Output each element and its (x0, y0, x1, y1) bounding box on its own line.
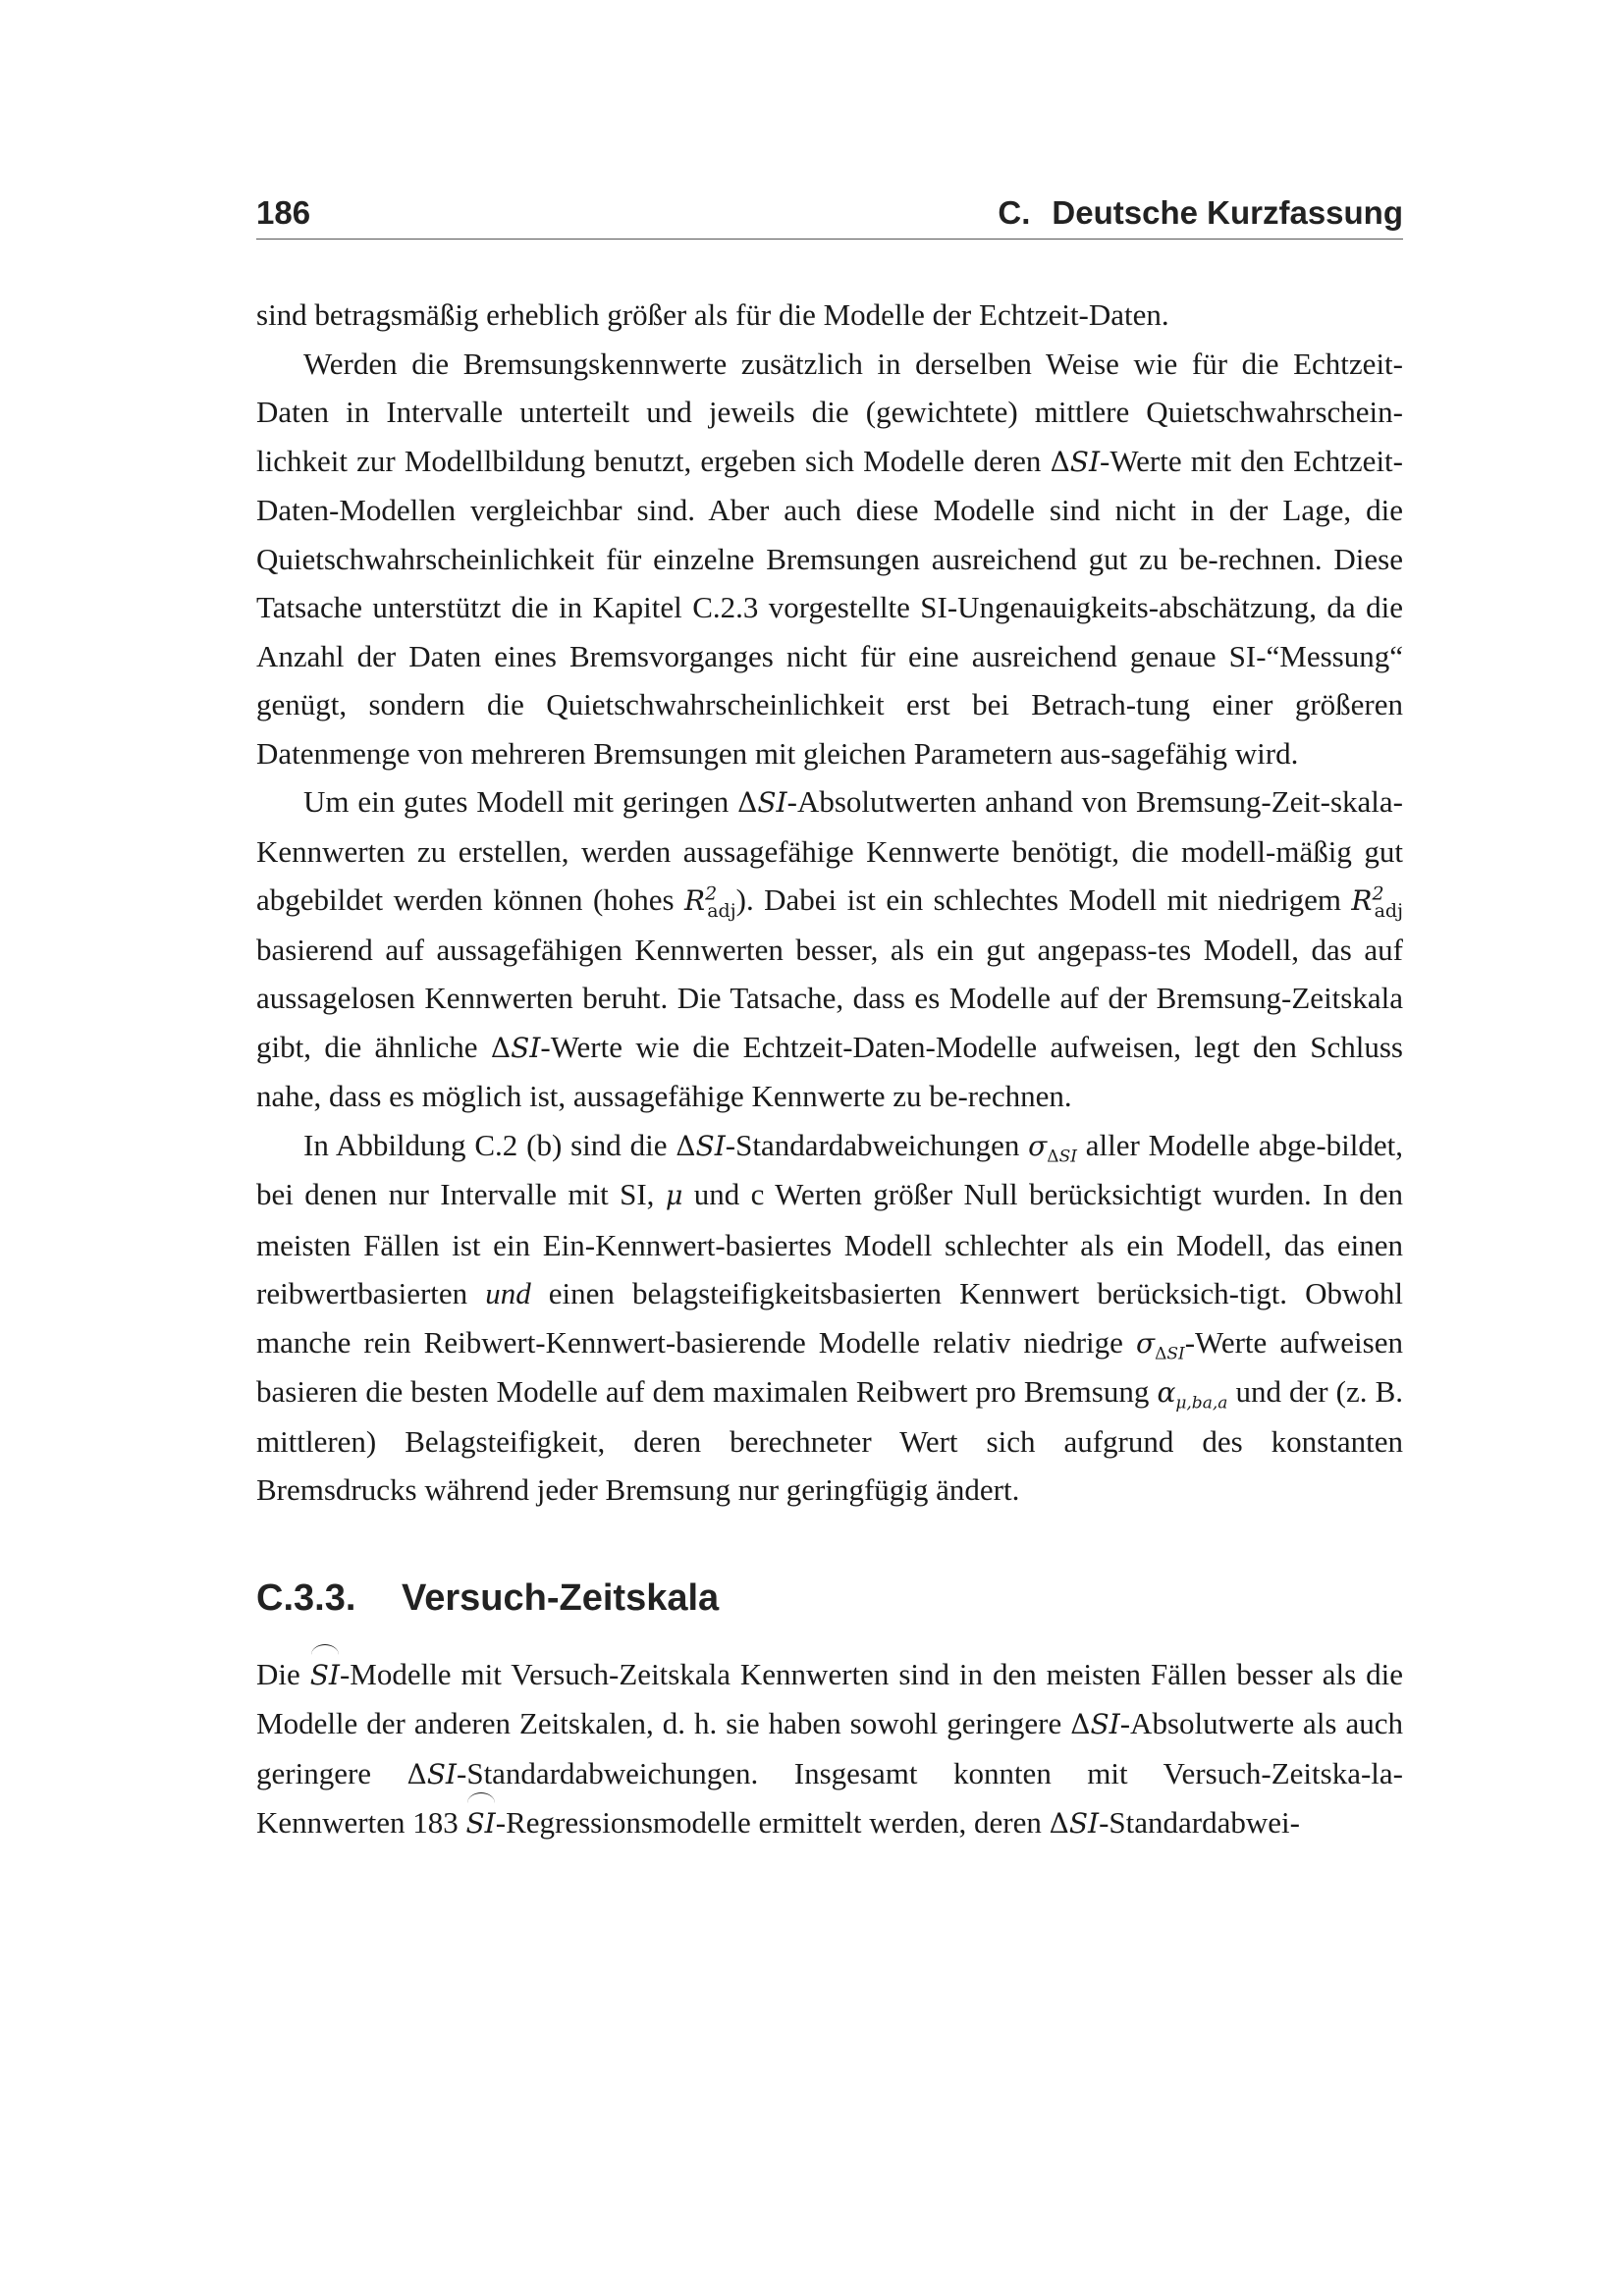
chapter-number: C. (998, 194, 1031, 231)
section-title: Versuch-Zeitskala (402, 1576, 720, 1619)
text-run: aller Modelle abge-bildet, bei denen nur Intervalle mit SI, (256, 1127, 1403, 1211)
text-run: einen belagsteifigkeitsbasierten Kennwert berücksich-tigt. Obwohl manche rein Reibwert-Kennwert-basierende Modelle relativ niedrige (256, 1276, 1404, 1360)
text-run: -Werte wie die Echtzeit-Daten-Modelle aufweisen, legt den Schluss nahe, dass es möglich ist, aussagefähige Kennwerte zu be-rechnen. (256, 1029, 1403, 1113)
text-run: sind betragsmäßig erheblich größer als für die Modelle der Echtzeit-Daten. (256, 297, 1169, 332)
page-number: 186 (256, 194, 311, 231)
text-run: ). Dabei ist ein schlechtes Modell mit niedrigem (735, 882, 1352, 917)
paragraph-3 (256, 777, 1403, 1121)
paragraph-5 (256, 1650, 1403, 1848)
math-sigma-delta-si: $\sigma_{\Delta SI}$ (1028, 1129, 1077, 1167)
text-run: -Regressionsmodelle ermittelt werden, deren (495, 1805, 1050, 1840)
text-run: basierend auf aussagefähigen Kennwerten besser, als ein gut angepass-tes Modell, das auf aussagelosen Kennwerten beruht. Die Tatsache, dass es Modelle auf der Bremsung-Zeitskala gibt, die ähnliche (256, 932, 1403, 1064)
math-delta-si: ΔSI (406, 1757, 457, 1790)
math-si-hat: SI (310, 1651, 340, 1700)
paragraph-1 (256, 291, 1403, 340)
paragraph-2 (256, 340, 1403, 778)
text-run: -Modelle mit Versuch-Zeitskala Kennwerten sind in den meisten Fällen besser als die Modelle der anderen Zeitskalen, d. h. sie haben sowohl geringere (256, 1656, 1403, 1740)
text-run: -Standardabweichungen (725, 1127, 1029, 1162)
text-run: Werden die Bremsungskennwerte zusätzlich in derselben Weise wie für die Echtzeit-Daten in Intervalle unterteilt und jeweils die (gewichtete) mittlere Quietschwahrschein-lichkeit zur Modellbildung benutzt, ergeben sich Modelle deren (256, 346, 1403, 478)
math-delta-si: ΔSI (490, 1031, 541, 1064)
header-rule (256, 239, 1403, 240)
math-delta-si: ΔSI (1070, 1708, 1120, 1740)
text-run: -Absolutwerte als auch geringere (256, 1706, 1403, 1790)
math-si-hat: SI (466, 1799, 496, 1848)
math-sigma-delta-si: $\sigma_{\Delta SI}$ (1135, 1326, 1185, 1364)
body-text (256, 291, 1403, 1848)
math-alpha-mu-ba-a: $\alpha_{\mu,ba,a}$ (1157, 1376, 1228, 1414)
text-run: -Werte mit den Echtzeit-Daten-Modellen vergleichbar sind. Aber auch diese Modelle sind nicht in der Lage, die Quietschwahrscheinlichkeit für einzelne Bremsungen ausreichend gut zu be-rechnen. Diese Tatsache unterstützt die in Kapitel C.2.3 vorgestellte SI-Ungenauigkeits-abschätzung, da die Anzahl der Daten eines Bremsvorganges nicht für eine ausreichend genaue SI-“Messung“ genügt, sondern die Quietschwahrscheinlichkeit erst bei Betrach-tung einer größeren Datenmenge von mehreren Bremsungen mit gleichen Parametern aus-sagefähig wird. (256, 443, 1403, 771)
math-mu: μ (665, 1181, 683, 1211)
math-delta-si: ΔSI (1049, 1807, 1100, 1840)
math-delta-si: ΔSI (1050, 445, 1101, 478)
text-run: und der (z. B. mittleren) Belagsteifigkeit, deren berechneter Wert sich aufgrund des konstanten Bremsdrucks während jeder Bremsung nur geringfügig ändert. (256, 1374, 1403, 1507)
math-delta-si: ΔSI (737, 786, 787, 819)
chapter-heading (998, 194, 1403, 232)
chapter-title: Deutsche Kurzfassung (1052, 194, 1403, 231)
text-run: -Standardabweichungen. Insgesamt konnten mit Versuch-Zeitska-la-Kennwerten 183 (256, 1755, 1403, 1840)
text-run: -Standardabwei- (1099, 1805, 1300, 1840)
text-run: In Abbildung C.2 (b) sind die (303, 1127, 676, 1162)
section-heading (256, 1575, 1403, 1621)
text-run: und c Werten größer Null berücksichtigt wurden. In den meisten Fällen ist ein Ein-Kennwert-basiertes Modell schlechter als ein Modell, das einen reibwertbasierten (256, 1177, 1403, 1310)
math-r-squared-adj: $R^2_{adj}$ (684, 882, 736, 922)
text-run: Um ein gutes Modell mit geringen (303, 784, 738, 819)
math-delta-si: ΔSI (676, 1129, 726, 1162)
math-r-squared-adj: $R^2_{adj}$ (1351, 882, 1403, 922)
text-run: -Werte aufweisen basieren die besten Modelle auf dem maximalen Reibwert pro Bremsung (256, 1324, 1403, 1409)
text-run: Die (256, 1656, 310, 1691)
section-number: C.3.3. (256, 1576, 356, 1619)
paragraph-4 (256, 1121, 1403, 1515)
text-run: -Absolutwerten anhand von Bremsung-Zeit-skala-Kennwerten zu erstellen, werden aussagefähige Kennwerte benötigt, die modell-mäßig gut abgebildet werden können (hohes (256, 784, 1403, 917)
emphasis-und: und (485, 1276, 531, 1310)
